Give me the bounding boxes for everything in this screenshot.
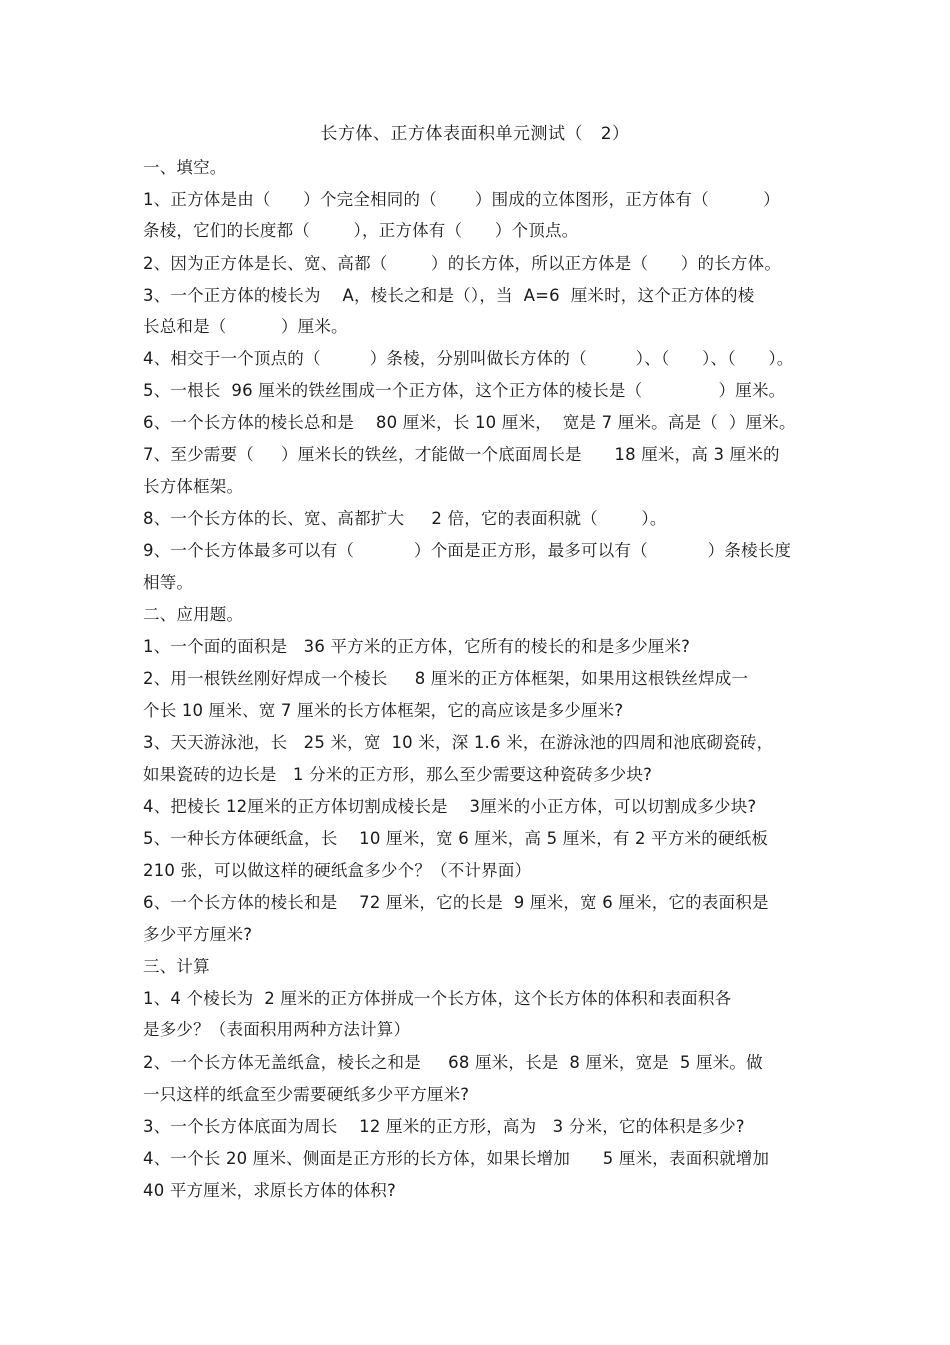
section-heading-calculation: 三、计算 xyxy=(143,957,210,976)
question-line: 长方体框架。 xyxy=(143,477,244,496)
question-line: 2、因为正方体是长、宽、高都（ ）的长方体，所以正方体是（ ）的长方体。 xyxy=(143,254,782,273)
page-title: 长方体、正方体表面积单元测试（ 2） xyxy=(320,124,630,144)
question-line: 8、一个长方体的长、宽、高都扩大 2 倍，它的表面积就（ ）。 xyxy=(143,509,667,528)
question-line: 一只这样的纸盒至少需要硬纸多少平方厘米? xyxy=(143,1085,470,1104)
question-line: 多少平方厘米? xyxy=(143,925,253,944)
question-line: 9、一个长方体最多可以有（ ）个面是正方形，最多可以有（ ）条棱长度 xyxy=(143,541,792,560)
question-line: 7、至少需要（ ）厘米长的铁丝，才能做一个底面周长是 18 厘米，高 3 厘米的 xyxy=(143,445,780,464)
question-line: 6、一个长方体的棱长和是 72 厘米，它的长是 9 厘米，宽 6 厘米，它的表面积是 xyxy=(143,893,769,912)
question-line: 210 张，可以做这样的硬纸盒多少个？（不计界面） xyxy=(143,861,532,880)
question-line: 2、一个长方体无盖纸盒，棱长之和是 68 厘米，长是 8 厘米，宽是 5 厘米。做 xyxy=(143,1053,763,1072)
question-line: 4、相交于一个顶点的（ ）条棱，分别叫做长方体的（ ）、（ ）、（ ）。 xyxy=(143,349,794,368)
section-heading-fill-in: 一、填空。 xyxy=(143,158,227,177)
question-line: 4、把棱长 12厘米的正方体切割成棱长是 3厘米的小正方体，可以切割成多少块? xyxy=(143,797,757,816)
question-line: 相等。 xyxy=(143,573,194,592)
question-line: 40 平方厘米，求原长方体的体积? xyxy=(143,1181,396,1200)
question-line: 2、用一根铁丝刚好焊成一个棱长 8 厘米的正方体框架，如果用这根铁丝焊成一 xyxy=(143,669,749,688)
question-line: 1、一个面的面积是 36 平方米的正方体，它所有的棱长的和是多少厘米? xyxy=(143,637,691,656)
question-line: 如果瓷砖的边长是 1 分米的正方形，那么至少需要这种瓷砖多少块? xyxy=(143,765,653,784)
question-line: 6、一个长方体的棱长总和是 80 厘米，长 10 厘米， 宽是 7 厘米。高是（ ）厘米。 xyxy=(143,413,796,432)
question-line: 3、一个长方体底面为周长 12 厘米的正方形，高为 3 分米，它的体积是多少? xyxy=(143,1117,745,1136)
section-heading-application: 二、应用题。 xyxy=(143,605,244,624)
question-line: 1、4 个棱长为 2 厘米的正方体拼成一个长方体，这个长方体的体积和表面积各 xyxy=(143,989,732,1008)
question-line: 1、正方体是由（ ）个完全相同的（ ）围成的立体图形，正方体有（ ） xyxy=(143,190,780,209)
question-line: 4、一个长 20 厘米、侧面是正方形的长方体，如果长增加 5 厘米，表面积就增加 xyxy=(143,1149,770,1168)
question-line: 3、一个正方体的棱长为 A，棱长之和是（），当 A=6 厘米时，这个正方体的棱 xyxy=(143,286,755,305)
question-line: 5、一根长 96 厘米的铁丝围成一个正方体，这个正方体的棱长是（ ）厘米。 xyxy=(143,381,786,400)
question-line: 是多少？（表面积用两种方法计算） xyxy=(143,1020,411,1039)
question-line: 5、一种长方体硬纸盒，长 10 厘米，宽 6 厘米，高 5 厘米，有 2 平方米的硬纸板 xyxy=(143,829,769,848)
question-line: 条棱，它们的长度都（ ），正方体有（ ）个顶点。 xyxy=(143,221,579,240)
question-line: 长总和是（ ）厘米。 xyxy=(143,317,348,336)
question-line: 3、天天游泳池，长 25 米，宽 10 米，深 1.6 米，在游泳池的四周和池底砌瓷砖， xyxy=(143,733,774,752)
question-line: 个长 10 厘米、宽 7 厘米的长方体框架，它的高应该是多少厘米? xyxy=(143,701,624,720)
